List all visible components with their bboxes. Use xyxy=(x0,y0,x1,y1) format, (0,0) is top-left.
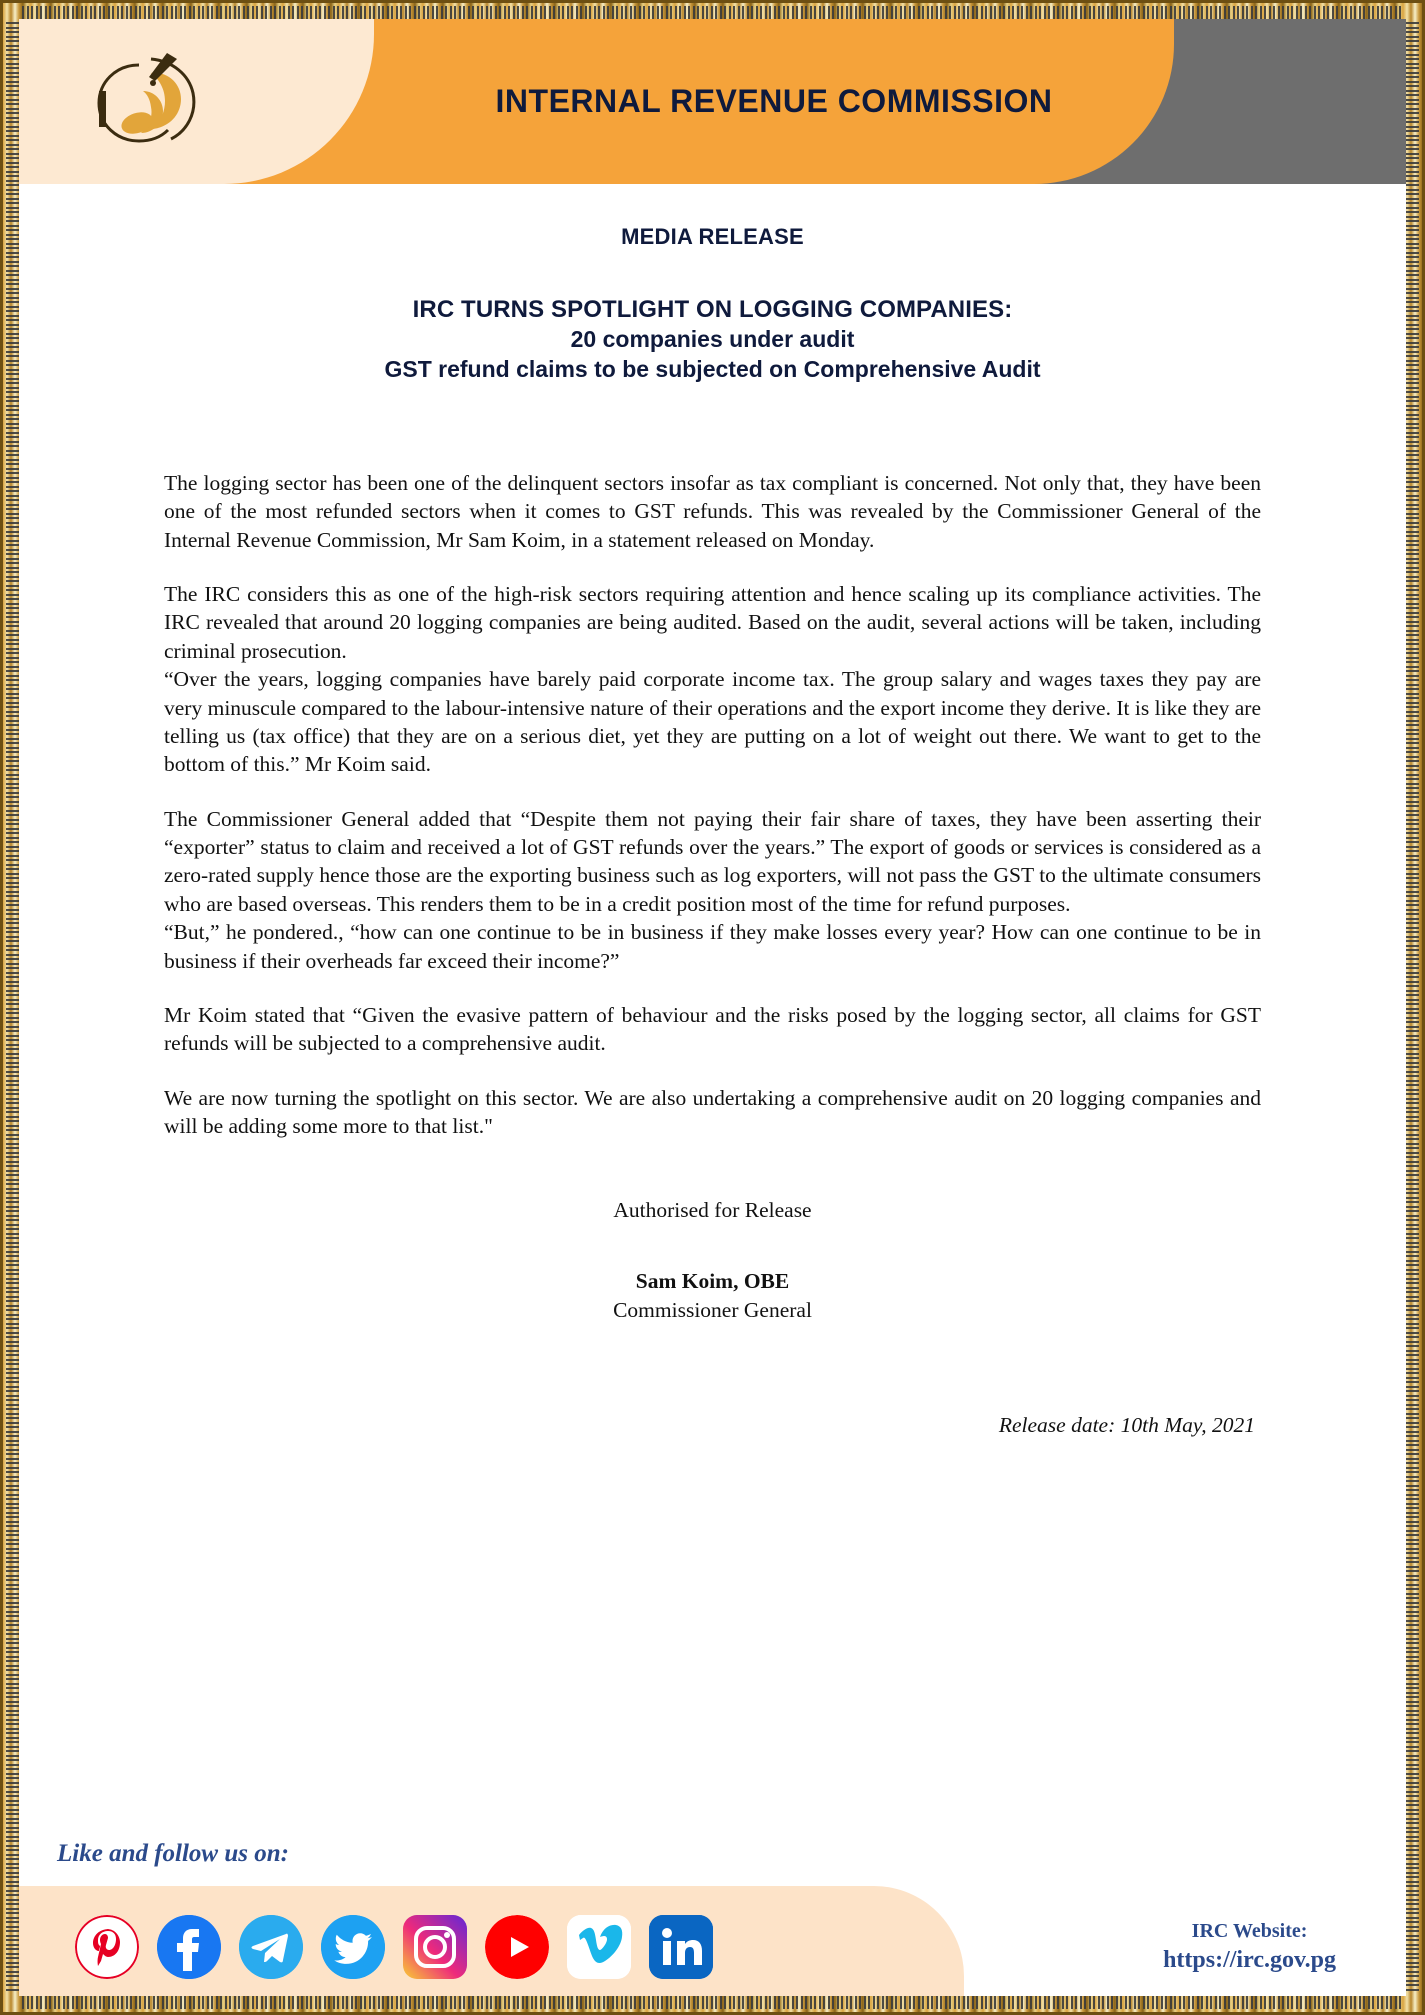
authorised-for-release: Authorised for Release xyxy=(613,1198,812,1223)
paragraph: We are now turning the spotlight on this sector. We are also undertaking a comprehensive audit on 20 logging companies and will be adding some more to that list." xyxy=(164,1085,1261,1139)
headline-line-1: IRC TURNS SPOTLIGHT ON LOGGING COMPANIES: xyxy=(412,296,1013,323)
article-paragraphs xyxy=(164,469,1261,1141)
website-url-link[interactable]: https://irc.gov.pg xyxy=(1163,1947,1336,1973)
vimeo-icon[interactable] xyxy=(567,1915,631,1979)
irc-logo-icon xyxy=(81,45,211,160)
linkedin-glyph xyxy=(649,1915,713,1979)
signatory-title: Commissioner General xyxy=(613,1298,812,1323)
twitter-icon[interactable] xyxy=(321,1915,385,1979)
vimeo-glyph xyxy=(567,1915,631,1979)
telegram-glyph xyxy=(239,1915,303,1979)
paragraph: Mr Koim stated that “Given the evasive pattern of behaviour and the risks posed by the logging sector, all claims for GST refunds will be subjected to a comprehensive audit. xyxy=(164,1002,1261,1056)
paragraph: The IRC considers this as one of the high-risk sectors requiring attention and hence scaling up its compliance activities. The IRC revealed that around 20 logging companies are being audited. Based on the audit, several actions will be taken, including criminal prosecution. xyxy=(164,582,1261,663)
headline-line-3: GST refund claims to be subjected on Comprehensive Audit xyxy=(384,356,1041,383)
media-release-label: MEDIA RELEASE xyxy=(621,224,804,249)
headline-line-2: 20 companies under audit xyxy=(570,326,855,353)
facebook-icon[interactable] xyxy=(157,1915,221,1979)
footer-band xyxy=(19,1886,1406,1996)
pinterest-glyph xyxy=(75,1915,139,1979)
paragraph: “Over the years, logging companies have barely paid corporate income tax. The group salary and wages taxes they pay are very minuscule compared to the labour-intensive nature of their operations and the export income they derive. It is like they are telling us (tax office) that they are on a serious diet, yet they are putting on a lot of weight out there. We want to get to the bottom of this.” Mr Koim said. xyxy=(164,667,1261,777)
website-label: IRC Website: xyxy=(1191,1920,1308,1942)
signatory-name: Sam Koim, OBE xyxy=(635,1269,790,1294)
border-pattern-bottom xyxy=(22,1995,1403,2009)
instagram-glyph xyxy=(403,1915,467,1979)
follow-us-label: Like and follow us on: xyxy=(57,1840,289,1867)
youtube-icon[interactable] xyxy=(485,1915,549,1979)
paragraph: “But,” he pondered., “how can one continue to be in business if they make losses every year? How can one continue to be in business if their overheads far exceed their income?” xyxy=(164,920,1261,973)
twitter-glyph xyxy=(321,1915,385,1979)
telegram-icon[interactable] xyxy=(239,1915,303,1979)
headline-block xyxy=(164,294,1261,385)
paragraph: The logging sector has been one of the delinquent sectors insofar as tax compliant is concerned. Not only that, they have been one of the most refunded sectors when it comes to GST refunds. This was revealed by the Commissioner General of the Internal Revenue Commission, Mr Sam Koim, in a statement released on Monday. xyxy=(164,470,1261,552)
document-content xyxy=(19,19,1406,1996)
youtube-glyph xyxy=(485,1915,549,1979)
social-links xyxy=(75,1915,713,1979)
document-header xyxy=(19,19,1406,184)
paragraph: The Commissioner General added that “Despite them not paying their fair share of taxes, they have been asserting their “exporter” status to claim and received a lot of GST refunds over the years.” The export of goods or services is considered as a zero-rated supply hence those are the exporting business such as log exporters, will not pass the GST to the ultimate consumers who are based overseas. This renders them to be in a credit position most of the time for refund purposes. xyxy=(164,806,1261,916)
border-pattern-right xyxy=(1405,22,1419,1993)
pinterest-icon[interactable] xyxy=(75,1915,139,1979)
website-block xyxy=(1163,1920,1336,1974)
border-pattern-left xyxy=(6,22,20,1993)
document-body xyxy=(19,224,1406,1438)
linkedin-icon[interactable] xyxy=(649,1915,713,1979)
border-pattern-top xyxy=(22,6,1403,20)
instagram-icon[interactable] xyxy=(403,1915,467,1979)
organisation-title: INTERNAL REVENUE COMMISSION xyxy=(495,83,1053,119)
release-date: Release date: 10th May, 2021 xyxy=(998,1413,1255,1438)
facebook-glyph xyxy=(157,1915,221,1979)
